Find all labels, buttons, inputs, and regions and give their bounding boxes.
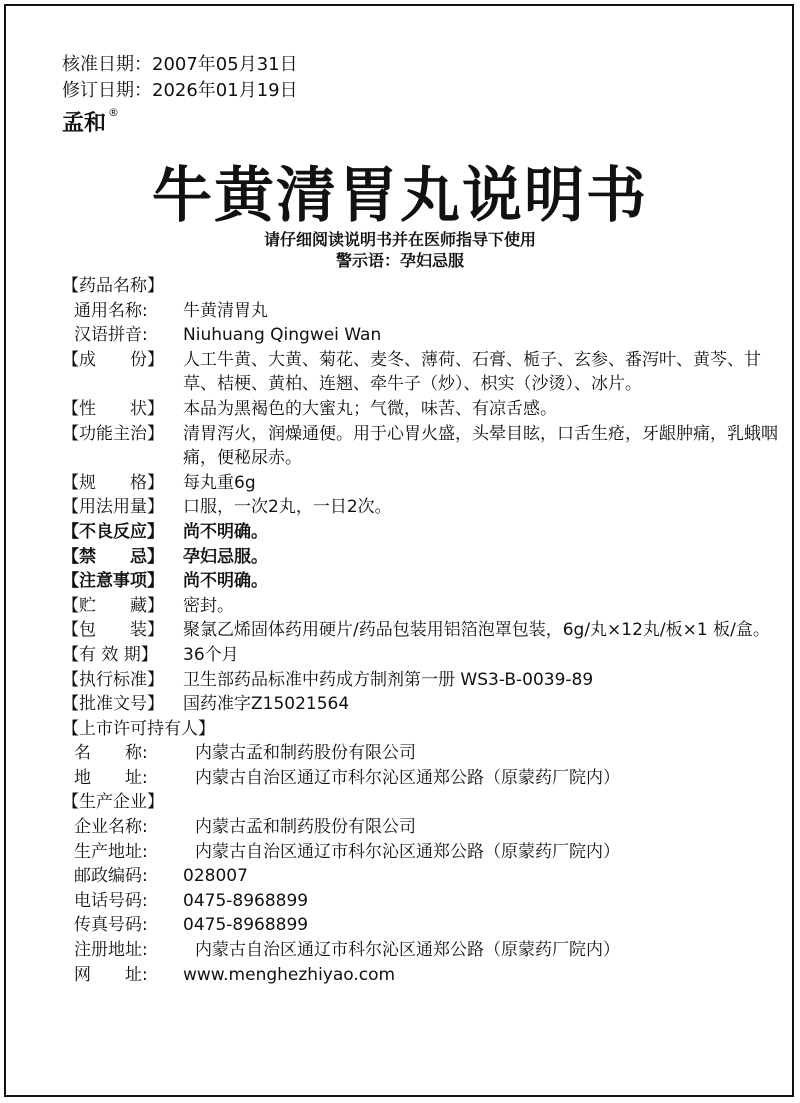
row-dosage: [62, 495, 782, 520]
dates-block: [62, 52, 298, 104]
holder-address-label: 地 址:: [74, 767, 148, 788]
mfr-fax-value: 0475-8968899: [183, 915, 309, 936]
package-value: 聚氯乙烯固体药用硬片/药品包装用铝箔泡罩包装，6g/丸×12丸/板×1 板/盒。: [183, 620, 770, 641]
row-storage: [62, 594, 782, 619]
row-precautions: [62, 569, 782, 594]
appearance-label: 【性 状】: [62, 398, 164, 419]
row-indications: [62, 422, 782, 471]
specification-label: 【规 格】: [62, 472, 164, 493]
dosage-label: 【用法用量】: [62, 497, 164, 518]
page-title: 牛黄清胃丸说明书: [152, 161, 648, 231]
generic-name-value: 牛黄清胃丸: [183, 300, 268, 321]
storage-value: 密封。: [183, 595, 234, 616]
pinyin-label: 汉语拼音:: [74, 325, 148, 346]
brand-name: 孟和: [62, 111, 107, 136]
mfr-phone-label: 电话号码:: [74, 890, 148, 911]
warning-text: 警示语：孕妇忌服: [335, 251, 464, 270]
brand-logo: [62, 106, 119, 137]
ingredients-label: 【成 份】: [62, 349, 164, 370]
approval-no-label: 【批准文号】: [62, 694, 164, 715]
validity-label: 【有 效 期】: [62, 644, 158, 665]
standard-value: 卫生部药品标准中药成方制剂第一册 WS3-B-0039-89: [183, 669, 594, 690]
section-drug-name: 【药品名称】: [62, 276, 164, 296]
leaflet-content: [62, 274, 782, 987]
revision-date: 修订日期：2026年01月19日: [62, 80, 298, 101]
row-holder-address: [62, 766, 782, 791]
approval-date: 核准日期：2007年05月31日: [62, 54, 298, 75]
row-pinyin: [62, 323, 782, 348]
mfr-address-label: 生产地址:: [74, 841, 148, 862]
holder-name-label: 名 称:: [74, 743, 148, 764]
instruction-text: 请仔细阅读说明书并在医师指导下使用: [263, 230, 536, 249]
mfr-postcode-label: 邮政编码:: [74, 866, 148, 887]
subtitle-block: [0, 229, 800, 271]
mfr-postcode-value: 028007: [183, 866, 248, 887]
standard-label: 【执行标准】: [62, 669, 164, 690]
row-mfr-phone: [62, 889, 782, 914]
row-adverse: [62, 520, 782, 545]
holder-address-value: 内蒙古自治区通辽市科尔沁区通郑公路（原蒙药厂院内）: [195, 767, 620, 788]
row-specification: [62, 471, 782, 496]
section-manufacturer: 【生产企业】: [62, 792, 164, 813]
mfr-address-value: 内蒙古自治区通辽市科尔沁区通郑公路（原蒙药厂院内）: [195, 841, 620, 862]
validity-value: 36个月: [183, 644, 239, 665]
mfr-name-label: 企业名称:: [74, 817, 148, 838]
holder-name-value: 内蒙古孟和制药股份有限公司: [195, 743, 416, 764]
row-ingredients: [62, 348, 782, 397]
adverse-label: 【不良反应】: [62, 521, 164, 542]
adverse-value: 尚不明确。: [183, 521, 268, 542]
storage-label: 【贮 藏】: [62, 595, 164, 616]
mfr-website-label: 网 址:: [74, 964, 148, 985]
mfr-website-value: www.menghezhiyao.com: [183, 964, 396, 985]
precautions-value: 尚不明确。: [183, 571, 268, 592]
contraindications-label: 【禁 忌】: [62, 546, 164, 567]
indications-label: 【功能主治】: [62, 423, 164, 444]
row-holder-name: [62, 741, 782, 766]
package-label: 【包 装】: [62, 620, 164, 641]
mfr-name-value: 内蒙古孟和制药股份有限公司: [195, 817, 416, 838]
specification-value: 每丸重6g: [183, 472, 256, 493]
registered-mark: ®: [108, 106, 120, 119]
approval-no-value: 国药准字Z15021564: [183, 694, 350, 715]
mfr-reg-address-value: 内蒙古自治区通辽市科尔沁区通郑公路（原蒙药厂院内）: [195, 940, 620, 961]
mfr-fax-label: 传真号码:: [74, 915, 148, 936]
ingredients-value: 人工牛黄、大黄、菊花、麦冬、薄荷、石膏、栀子、玄参、番泻叶、黄芩、甘草、桔梗、黄柏、连翘、牵牛子（炒）、枳实（沙烫）、冰片。: [183, 349, 761, 395]
row-standard: [62, 668, 782, 693]
precautions-label: 【注意事项】: [62, 571, 164, 592]
row-generic-name: [62, 299, 782, 324]
row-approval-no: [62, 692, 782, 717]
row-mfr-name: [62, 815, 782, 840]
row-mfr-address: [62, 840, 782, 865]
mfr-phone-value: 0475-8968899: [183, 890, 309, 911]
row-validity: [62, 643, 782, 668]
row-contraindications: [62, 545, 782, 570]
pinyin-value: Niuhuang Qingwei Wan: [183, 325, 382, 346]
dosage-value: 口服，一次2丸，一日2次。: [183, 497, 392, 518]
row-mfr-fax: [62, 913, 782, 938]
indications-value: 清胃泻火，润燥通便。用于心胃火盛，头晕目眩，口舌生疮，牙龈肿痛，乳蛾咽痛，便秘尿赤。: [183, 423, 778, 469]
row-mfr-reg-address: [62, 938, 782, 963]
section-holder: 【上市许可持有人】: [62, 718, 215, 739]
row-mfr-website: [62, 963, 782, 988]
row-appearance: [62, 397, 782, 422]
row-mfr-postcode: [62, 864, 782, 889]
contraindications-value: 孕妇忌服。: [183, 546, 268, 567]
generic-name-label: 通用名称:: [74, 300, 148, 321]
mfr-reg-address-label: 注册地址:: [74, 940, 148, 961]
appearance-value: 本品为黑褐色的大蜜丸；气微，味苦、有凉舌感。: [183, 398, 557, 419]
row-package: [62, 618, 782, 643]
